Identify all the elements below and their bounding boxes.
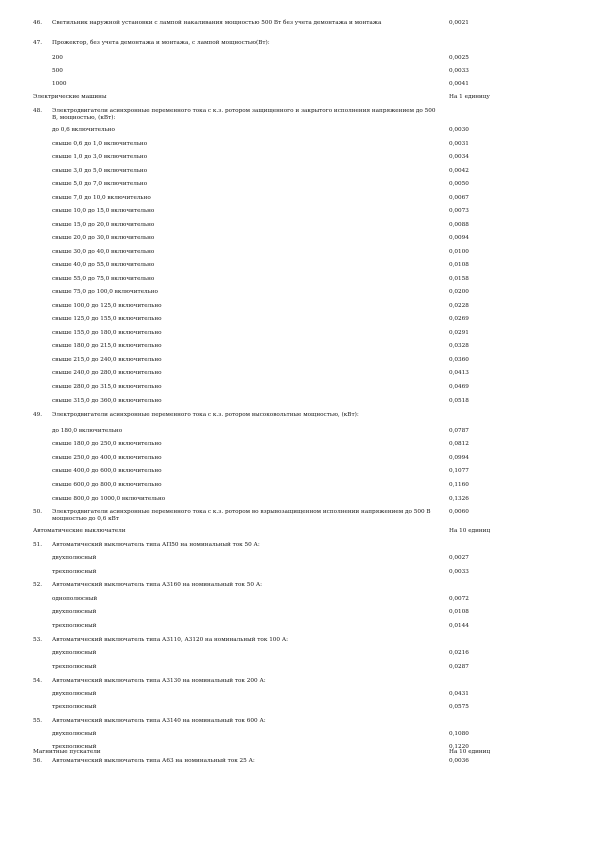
item-description: Электродвигатели асинхронные переменного тока с к.з. ротором во взрывозащищенном исполнении напряжением до 500 В мощностью до 0,6 кВт — [52, 509, 431, 522]
item-description: свыше 7,0 до 10,0 включительно — [52, 195, 151, 201]
item-description: свыше 400,0 до 600,0 включительно — [52, 468, 162, 474]
item-value: На 10 единиц — [449, 528, 491, 534]
item-description: двухполюсный — [52, 555, 97, 561]
item-description: двухполюсный — [52, 731, 97, 737]
section-heading: Магнитные пускатели — [33, 749, 101, 755]
item-value: 0,0041 — [449, 81, 469, 87]
item-value: 0,1077 — [449, 468, 469, 474]
item-description: однополюсный — [52, 596, 98, 602]
item-description: свыше 800,0 до 1000,0 включительно — [52, 496, 166, 502]
item-value: 0,0036 — [449, 758, 469, 764]
item-description: свыше 15,0 до 20,0 включительно — [52, 222, 155, 228]
item-value: 0,0994 — [449, 455, 469, 461]
item-description: Автоматический выключатель типа А3160 на номинальный ток 50 А: — [52, 582, 263, 588]
item-value: 0,0025 — [449, 55, 469, 61]
item-value: 0,0073 — [449, 208, 469, 214]
item-value: 0,0787 — [449, 428, 469, 434]
item-number: 51. — [33, 542, 43, 548]
item-description: двухполюсный — [52, 691, 97, 697]
item-number: 53. — [33, 637, 43, 643]
item-description: Электродвигатели асинхронные переменного тока с к.з. ротором защищенного и закрытого исполнения напряжением до 500 В, мощностью, (кВт): — [52, 108, 436, 121]
item-description: свыше 215,0 до 240,0 включительно — [52, 357, 162, 363]
item-value: 0,0287 — [449, 664, 469, 670]
item-description: свыше 3,0 до 5,0 включительно — [52, 168, 148, 174]
item-number: 50. — [33, 509, 43, 515]
item-value: 0,0228 — [449, 303, 469, 309]
item-description: 1000 — [52, 81, 67, 87]
item-value: На 1 единицу — [449, 94, 490, 100]
item-number: 52. — [33, 582, 43, 588]
item-description: Автоматический выключатель типа А3130 на номинальный ток 200 А: — [52, 678, 266, 684]
item-description: свыше 280,0 до 315,0 включительно — [52, 384, 162, 390]
item-description: свыше 5,0 до 7,0 включительно — [52, 181, 148, 187]
item-description: трехполюсный — [52, 744, 97, 750]
item-number: 55. — [33, 718, 43, 724]
item-description: двухполюсный — [52, 650, 97, 656]
item-description: свыше 1,0 до 3,0 включительно — [52, 154, 148, 160]
item-description: свыше 20,0 до 30,0 включительно — [52, 235, 155, 241]
item-description: до 180,0 включительно — [52, 428, 123, 434]
item-description: свыше 315,0 до 360,0 включительно — [52, 398, 162, 404]
item-value: 0,0088 — [449, 222, 469, 228]
item-value: 0,0108 — [449, 262, 469, 268]
item-value: 0,0027 — [449, 555, 469, 561]
item-value: 0,0033 — [449, 569, 469, 575]
item-value: 0,0328 — [449, 343, 469, 349]
item-description: трехполюсный — [52, 569, 97, 575]
item-description: Автоматический выключатель типа А3110, А3120 на номинальный ток 100 А: — [52, 637, 289, 643]
item-description: свыше 180,0 до 215,0 включительно — [52, 343, 162, 349]
item-value: 0,1160 — [449, 482, 469, 488]
item-value: 0,0144 — [449, 623, 469, 629]
item-description: свыше 10,0 до 15,0 включительно — [52, 208, 155, 214]
item-description: свыше 30,0 до 40,0 включительно — [52, 249, 155, 255]
item-value: 0,0072 — [449, 596, 469, 602]
item-description: 200 — [52, 55, 63, 61]
item-description: свыше 240,0 до 280,0 включительно — [52, 370, 162, 376]
item-number: 54. — [33, 678, 43, 684]
item-value: 0,0431 — [449, 691, 469, 697]
item-value: 0,1326 — [449, 496, 469, 502]
item-description: Автоматический выключатель типа А63 на номинальный ток 25 А: — [52, 758, 255, 764]
item-value: 0,0042 — [449, 168, 469, 174]
item-description: до 0,6 включительно — [52, 127, 115, 133]
item-value: 0,0413 — [449, 370, 469, 376]
item-value: 0,0269 — [449, 316, 469, 322]
item-number: 49. — [33, 412, 43, 418]
item-value: 0,0200 — [449, 289, 469, 295]
item-value: 0,0812 — [449, 441, 469, 447]
item-value: 0,0518 — [449, 398, 469, 404]
item-value: 0,0094 — [449, 235, 469, 241]
item-number: 56. — [33, 758, 43, 764]
section-heading: Автоматические выключатели — [33, 528, 126, 534]
item-description: Автоматический выключатель типа А3140 на номинальный ток 600 А: — [52, 718, 266, 724]
item-description: свыше 40,0 до 55,0 включительно — [52, 262, 155, 268]
item-value: 0,0100 — [449, 249, 469, 255]
item-description: трехполюсный — [52, 704, 97, 710]
item-description: свыше 600,0 до 800,0 включительно — [52, 482, 162, 488]
item-value: 0,0050 — [449, 181, 469, 187]
item-description: трехполюсный — [52, 664, 97, 670]
item-description: двухполюсный — [52, 609, 97, 615]
item-value: 0,0469 — [449, 384, 469, 390]
item-value: 0,0067 — [449, 195, 469, 201]
item-description: свыше 180,0 до 250,0 включительно — [52, 441, 162, 447]
item-description: свыше 100,0 до 125,0 включительно — [52, 303, 162, 309]
item-description: свыше 55,0 до 75,0 включительно — [52, 276, 155, 282]
item-description: свыше 250,0 до 400,0 включительно — [52, 455, 162, 461]
item-description: свыше 155,0 до 180,0 включительно — [52, 330, 162, 336]
item-number: 47. — [33, 40, 43, 46]
item-description: 500 — [52, 68, 63, 74]
item-description: Электродвигатели асинхронные переменного тока с к.з. ротором высоковольтные мощностью, (кВт): — [52, 412, 359, 418]
item-value: 0,0216 — [449, 650, 469, 656]
item-description: свыше 125,0 до 155,0 включительно — [52, 316, 162, 322]
item-value: 0,0291 — [449, 330, 469, 336]
item-description: Прожектор, без учета демонтажа и монтажа, с лампой мощностью(Вт): — [52, 40, 270, 46]
item-description: Автоматический выключатель типа АП50 на номинальный ток 50 А: — [52, 542, 260, 548]
item-value: 0,0033 — [449, 68, 469, 74]
item-value: 0,0030 — [449, 127, 469, 133]
item-number: 46. — [33, 20, 43, 26]
item-value: 0,0360 — [449, 357, 469, 363]
item-number: 48. — [33, 108, 43, 114]
item-description: свыше 0,6 до 1,0 включительно — [52, 141, 148, 147]
item-value: 0,0034 — [449, 154, 469, 160]
item-value: На 10 единиц — [449, 749, 491, 755]
item-description: Светильник наружной установки с лампой накаливания мощностью 500 Вт без учета демонтажа и монтажа — [52, 20, 382, 26]
item-value: 0,1080 — [449, 731, 469, 737]
section-heading: Электрические машины — [33, 94, 107, 100]
item-value: 0,0575 — [449, 704, 469, 710]
item-value: 0,0060 — [449, 509, 469, 515]
item-value: 0,1220 — [449, 744, 469, 750]
item-value: 0,0158 — [449, 276, 469, 282]
item-description: трехполюсный — [52, 623, 97, 629]
item-value: 0,0021 — [449, 20, 469, 26]
item-description: свыше 75,0 до 100,0 включительно — [52, 289, 158, 295]
item-value: 0,0031 — [449, 141, 469, 147]
item-value: 0,0108 — [449, 609, 469, 615]
